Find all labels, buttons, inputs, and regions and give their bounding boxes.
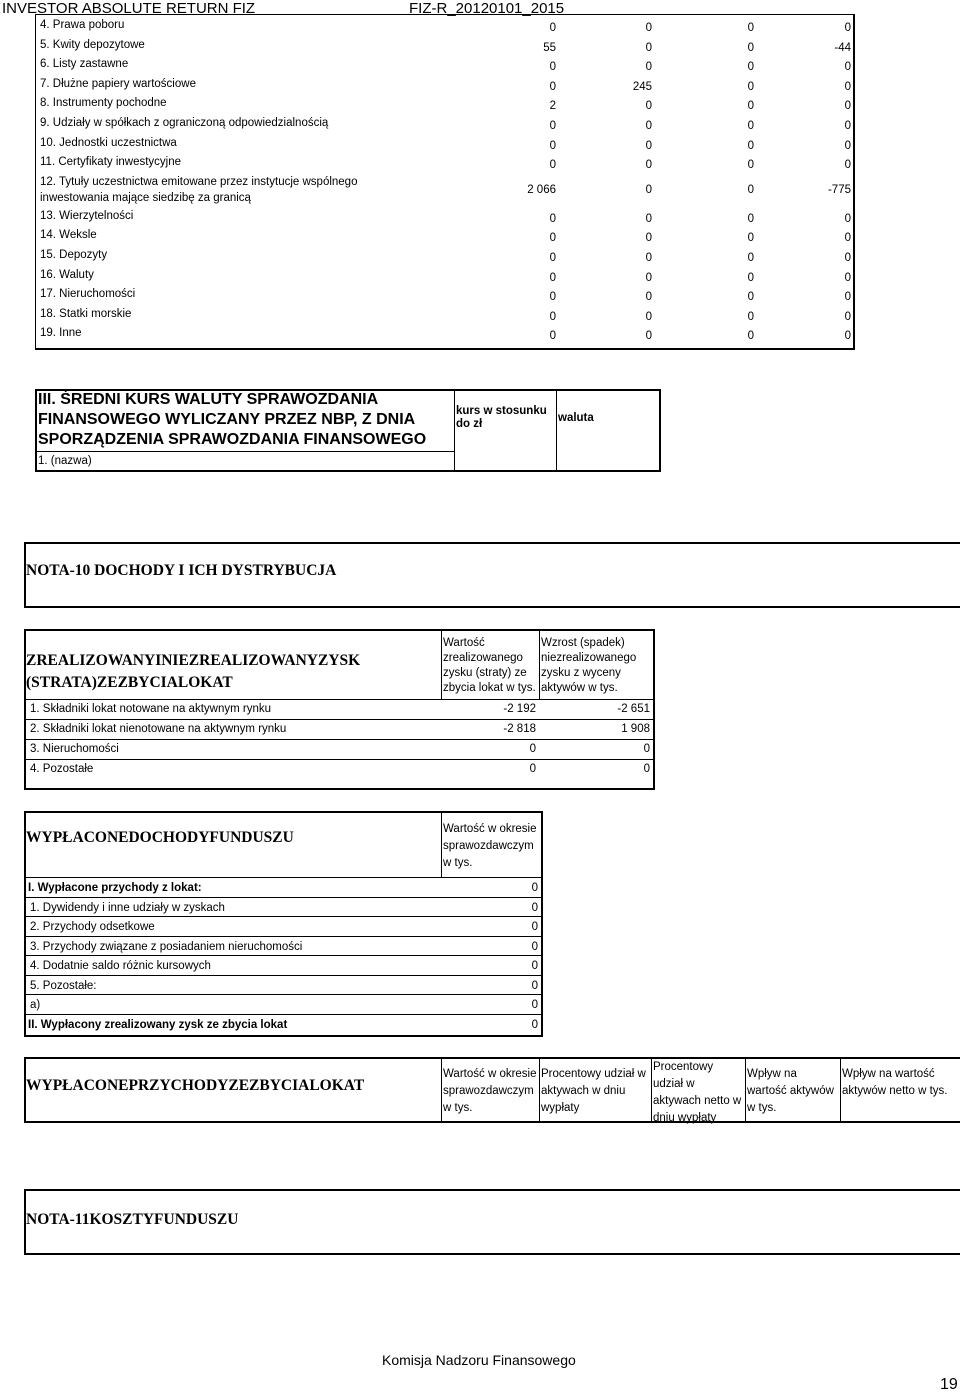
asset-row-label: 7. Dłużne papiery wartościowe [40,77,196,90]
fx-row-name: 1. (nazwa) [38,455,92,467]
fx-title: III. ŚREDNI KURS WALUTY SPRAWOZDANIA FINANSOWEGO WYLICZANY PRZEZ NBP, Z DNIA SPORZĄDZENIA SPRAWOZDANIA FINANSOWEGO [38,391,427,448]
asset-row-value: 0 [844,330,851,343]
realized-row-unrealized: 0 [643,743,650,755]
row-divider [24,975,543,976]
asset-row-value: 2 [549,100,556,113]
payout-row-value: 0 [531,901,538,914]
column-divider [840,1057,841,1123]
realized-col-realized: Wartość zrealizowanego zysku (straty) ze zbycia lokat w tys. [443,637,536,694]
realized-row-realized: -2 818 [503,723,536,735]
asset-row-value: 0 [747,41,754,54]
asset-row-value: 0 [844,291,851,304]
asset-row-value: 0 [747,271,754,284]
realized-row-realized: 0 [529,763,536,775]
asset-row-label: 19. Inne [40,327,82,340]
nota10-title: NOTA-10 DOCHODY I ICH DYSTRYBUCJA [26,562,337,579]
asset-row-value: 0 [549,252,556,264]
realized-row-label: 1. Składniki lokat notowane na aktywnym rynku [30,703,271,715]
doc-title: INVESTOR ABSOLUTE RETURN FIZ [2,0,256,17]
payout-row-label: 4. Dodatnie saldo różnic kursowych [30,960,211,972]
asset-row-label: 14. Weksle [40,229,97,242]
payout-row-label: II. Wypłacony zrealizowany zysk ze zbycia lokat [28,1018,288,1031]
asset-row-value: 0 [645,232,652,245]
asset-row-value: 0 [747,22,754,34]
asset-row-value: 0 [645,252,652,264]
footer-text: Komisja Nadzoru Finansowego [382,1352,576,1368]
payout-row-value: 0 [531,921,538,933]
asset-row-value: 0 [645,291,652,304]
asset-row-value: 0 [549,212,556,225]
row-divider [24,1014,543,1015]
asset-row-value: 0 [747,310,754,323]
asset-row-value: 0 [747,80,754,93]
asset-row-label: 8. Instrumenty pochodne [40,97,167,110]
asset-row-value: 0 [844,139,851,152]
row-divider [24,759,655,760]
column-divider [651,1057,652,1123]
nota11-title: NOTA-11KOSZTYFUNDUSZU [26,1211,239,1228]
asset-row-value: 0 [844,159,851,172]
payout2-column-header: Procentowy udział w aktywach netto w dniu wypłaty [653,1061,742,1124]
asset-row-value: 0 [549,139,556,152]
asset-row-value: 0 [747,252,754,264]
realized-row-label: 2. Składniki lokat nienotowane na aktywnym rynku [30,723,287,735]
page-number: 19 [940,1376,958,1393]
asset-row-label: 18. Statki morskie [40,307,132,320]
asset-row-value: 2 066 [527,183,556,196]
asset-row-value: 0 [844,271,851,284]
realized-row-label: 4. Pozostałe [30,763,94,775]
row-divider [24,739,655,740]
realized-row-unrealized: -2 651 [617,703,650,715]
row-divider [24,955,543,956]
asset-row-label: 11. Certyfikaty inwestycyjne [40,156,182,169]
asset-row-value: 0 [844,310,851,323]
asset-row-value: 0 [549,80,556,93]
payout-row-label: I. Wypłacone przychody z lokat: [28,882,202,894]
asset-row-value: 0 [747,120,754,132]
asset-row-value: 0 [549,310,556,323]
realized-row-unrealized: 0 [643,763,650,775]
payout-row-value: 0 [531,882,538,894]
payout-row-label: 3. Przychody związane z posiadaniem nieruchomości [30,940,303,953]
asset-row-value: 0 [645,120,652,132]
asset-row-label: 16. Waluty [40,268,94,281]
realized-row-realized: -2 192 [503,703,536,715]
asset-row-value: 0 [844,100,851,113]
payout-row-value: 0 [531,999,538,1011]
payout-row-value: 0 [531,979,538,992]
asset-row-value: 0 [844,120,851,132]
row-divider [24,936,543,937]
payout2-column-header: Wpływ na wartość aktywów w tys. [747,1068,834,1114]
realized-row-realized: 0 [529,743,536,755]
asset-row-value: 0 [844,61,851,74]
row-divider [24,916,543,917]
payout2-column-header: Wpływ na wartość aktywów netto w tys. [842,1068,948,1097]
asset-row-value: 0 [844,80,851,93]
asset-row-label: 15. Depozyty [40,249,108,261]
asset-row-value: 0 [549,330,556,343]
realized-row-unrealized: 1 908 [621,723,650,735]
asset-row-value: 0 [645,100,652,113]
asset-row-value: -44 [834,41,851,54]
realized-row-label: 3. Nieruchomości [30,743,119,755]
payout-row-value: 0 [531,960,538,972]
realized-title: ZREALIZOWANYINIEZREALIZOWANYZYSK (STRATA)ZEZBYCIALOKAT [26,652,361,691]
payout-row-label: a) [30,999,41,1011]
asset-row-value: 0 [645,212,652,225]
asset-row-value: 0 [645,139,652,152]
payouts-col-value: Wartość w okresie sprawozdawczym w tys. [443,823,537,869]
asset-row-value: 0 [645,41,652,54]
row-divider [24,877,543,878]
asset-row-value: 0 [844,252,851,264]
asset-row-value: 0 [747,330,754,343]
asset-row-value: 0 [747,291,754,304]
asset-row-value: 0 [549,61,556,74]
asset-row-value: 0 [549,232,556,245]
asset-row-label: 10. Jednostki uczestnictwa [40,136,177,149]
asset-row-value: 0 [645,159,652,172]
asset-row-value: 0 [747,100,754,113]
asset-row-value: 0 [645,22,652,34]
payout-row-label: 1. Dywidendy i inne udziały w zyskach [30,901,225,914]
asset-row-value: 0 [747,139,754,152]
asset-row-value: 0 [645,310,652,323]
fx-currency-header: waluta [558,412,594,424]
asset-row-value: 0 [549,159,556,172]
asset-row-value: 0 [645,330,652,343]
asset-row-label: 9. Udziały w spółkach z ograniczoną odpowiedzialnością [40,117,329,129]
asset-row-value: 0 [747,232,754,245]
fx-rate-header: kurs w stosunku do zł [456,405,547,430]
asset-row-value: 0 [844,212,851,225]
asset-row-value: 0 [844,22,851,34]
column-divider [539,1057,540,1123]
asset-row-value: 0 [549,120,556,132]
payout-row-label: 2. Przychody odsetkowe [30,921,155,933]
asset-row-label: 4. Prawa poboru [40,19,125,31]
asset-row-label: 12. Tytuły uczestnictwa emitowane przez instytucje wspólnego inwestowania mające siedzibę za granicą [40,175,358,204]
row-divider [24,699,655,700]
asset-row-value: 245 [632,80,652,93]
asset-row-value: 0 [747,61,754,74]
row-divider [24,897,543,898]
asset-row-label: 5. Kwity depozytowe [40,38,145,51]
asset-row-value: -775 [827,183,851,196]
asset-row-value: 0 [747,183,754,196]
asset-row-label: 17. Nieruchomości [40,288,136,301]
payout-row-value: 0 [531,1018,538,1031]
asset-row-label: 13. Wierzytelności [40,209,134,222]
asset-row-value: 0 [549,22,556,34]
asset-row-value: 0 [549,271,556,284]
payout2-column-header: Wartość w okresie sprawozdawczym w tys. [443,1068,537,1114]
asset-row-value: 55 [543,41,556,54]
payout-row-label: 5. Pozostałe: [30,979,97,992]
row-divider [24,994,543,995]
doc-code: FIZ-R_20120101_2015 [409,0,565,17]
asset-row-value: 0 [844,232,851,245]
asset-row-value: 0 [549,291,556,304]
asset-row-value: 0 [645,61,652,74]
row-divider [24,719,655,720]
asset-row-value: 0 [645,183,652,196]
asset-row-value: 0 [645,271,652,284]
payouts-title: WYPŁACONEDOCHODYFUNDUSZU [26,829,294,846]
realized-col-unrealized: Wzrost (spadek) niezrealizowanego zysku z wyceny aktywów w tys. [541,637,637,694]
column-divider [441,1057,442,1123]
payout-row-value: 0 [531,940,538,953]
payout2-title: WYPŁACONEPRZYCHODYZEZBYCIALOKAT [26,1077,365,1094]
asset-row-label: 6. Listy zastawne [40,58,129,71]
payout2-column-header: Procentowy udział w aktywach w dniu wypłaty [541,1068,646,1114]
column-divider [745,1057,746,1123]
asset-row-value: 0 [747,212,754,225]
asset-row-value: 0 [747,159,754,172]
